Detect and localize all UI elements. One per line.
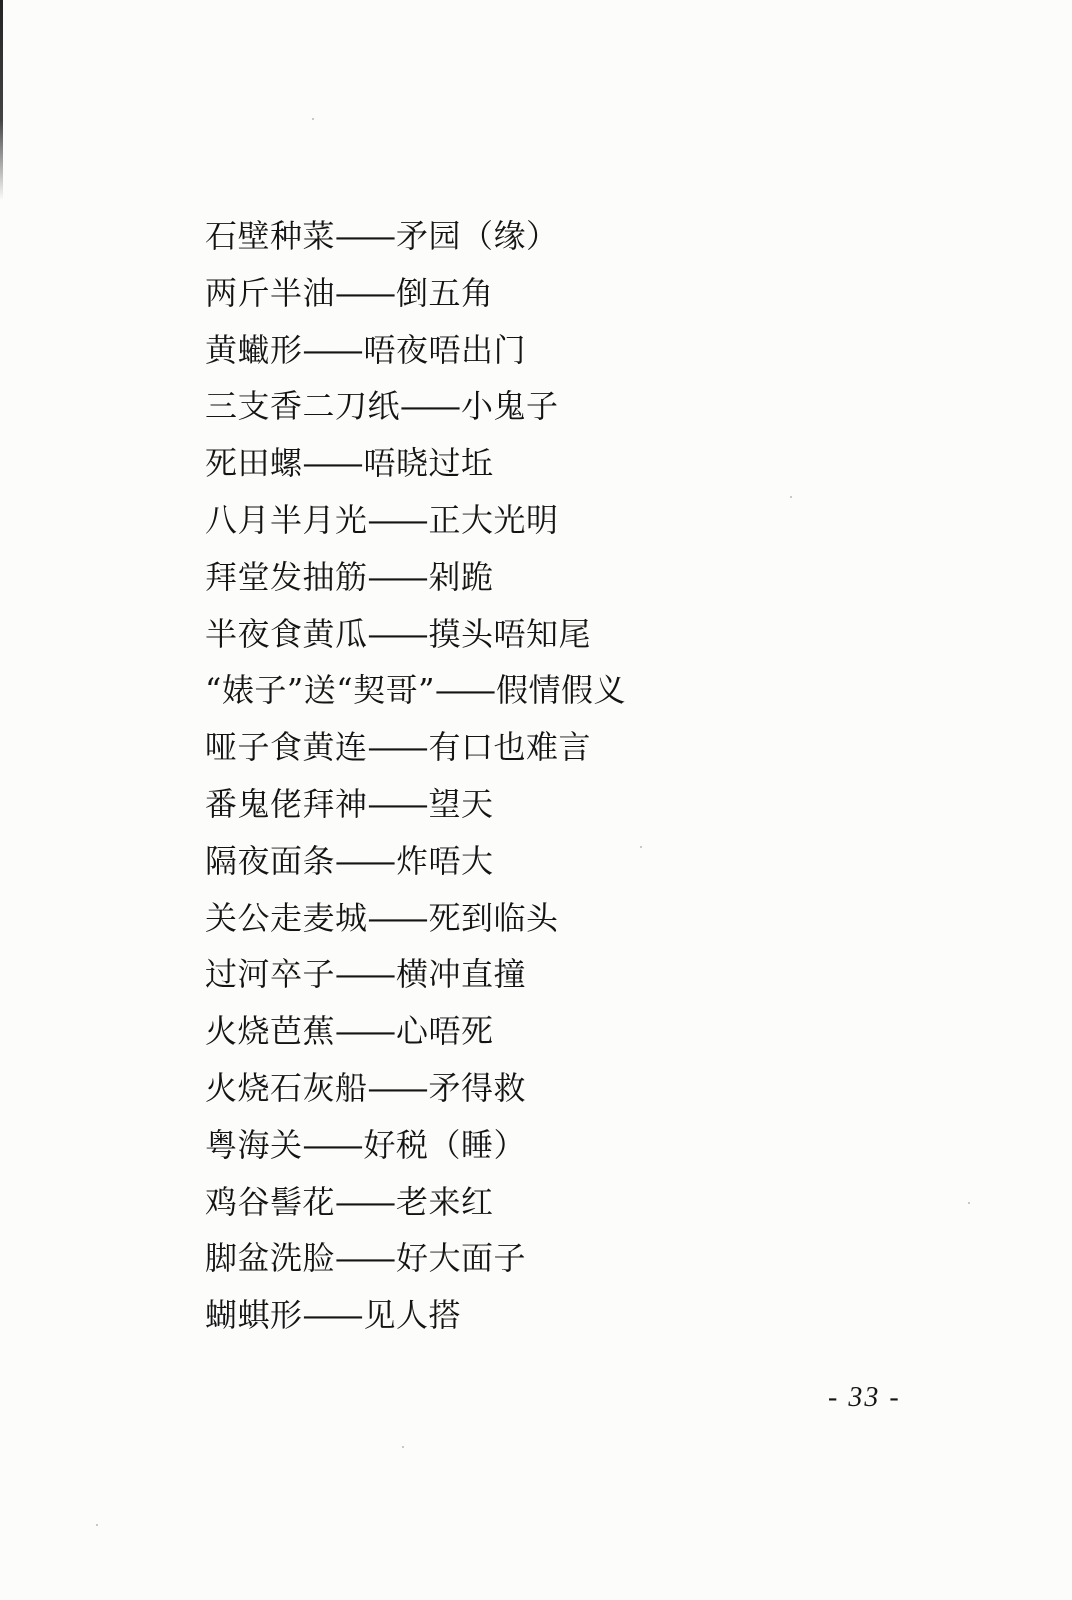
entry-row — [205, 662, 905, 719]
entry-phrase: 黄蠘形 — [205, 330, 303, 369]
entry-row — [205, 1003, 905, 1060]
entry-row — [205, 378, 905, 435]
entry-row — [205, 265, 905, 322]
entry-row — [205, 435, 905, 492]
entry-dash: —— — [335, 1239, 394, 1278]
entry-dash: —— — [335, 955, 394, 994]
entry-dash: —— — [434, 671, 493, 710]
entry-dash: —— — [367, 1068, 426, 1107]
entry-meaning: 老来红 — [396, 1182, 494, 1221]
entry-dash: —— — [367, 784, 426, 823]
entry-phrase: 脚盆洗脸 — [205, 1239, 336, 1278]
entry-phrase: 粤海关 — [205, 1125, 303, 1164]
scan-speck — [790, 496, 792, 498]
entry-meaning: 横冲直撞 — [396, 955, 527, 994]
entry-row — [205, 946, 905, 1003]
entry-meaning: 死到临头 — [428, 898, 559, 937]
entry-meaning: 小鬼子 — [461, 387, 559, 426]
entry-meaning: 炸唔大 — [396, 841, 494, 880]
entry-phrase: 过河卒子 — [205, 955, 336, 994]
binding-edge — [0, 0, 3, 200]
entry-phrase: 半夜食黄瓜 — [205, 614, 368, 653]
entry-row — [205, 719, 905, 776]
entry-dash: —— — [367, 728, 426, 767]
entry-phrase: 两斤半油 — [205, 273, 336, 312]
entry-meaning: 有口也难言 — [428, 728, 592, 767]
entry-row — [205, 1117, 905, 1174]
entry-meaning: 唔夜唔出门 — [363, 330, 527, 369]
entry-row — [205, 492, 905, 549]
entry-phrase: 八月半月光 — [205, 500, 368, 539]
entry-phrase: 关公走麦城 — [205, 898, 368, 937]
scan-speck — [312, 118, 314, 120]
entry-phrase: 隔夜面条 — [205, 841, 336, 880]
entry-row — [205, 1060, 905, 1117]
scan-speck — [640, 846, 642, 848]
scan-speck — [96, 1524, 98, 1526]
entry-meaning: 望天 — [428, 784, 494, 823]
entry-dash: —— — [335, 1182, 394, 1221]
entry-phrase: 鸡谷髻花 — [205, 1182, 336, 1221]
entry-meaning: 好大面子 — [396, 1239, 527, 1278]
entry-dash: —— — [302, 330, 361, 369]
scan-speck — [968, 1202, 970, 1204]
entry-dash: —— — [367, 614, 426, 653]
entry-phrase: 火烧芭蕉 — [205, 1012, 336, 1051]
entry-dash: —— — [335, 273, 394, 312]
entry-phrase: 火烧石灰船 — [205, 1068, 368, 1107]
entry-phrase: 哑子食黄连 — [205, 728, 368, 767]
entry-row — [205, 890, 905, 947]
entry-row — [205, 776, 905, 833]
entry-list — [205, 208, 905, 1344]
entry-phrase: 蝴蜞形 — [205, 1296, 303, 1335]
page-number: - 33 - — [828, 1382, 901, 1413]
entry-phrase: 石壁种菜 — [205, 217, 336, 255]
entry-phrase: 拜堂发抽筋 — [205, 557, 368, 596]
entry-row — [205, 549, 905, 606]
entry-meaning: 假情假义 — [495, 671, 626, 710]
entry-meaning: 唔晓过坵 — [363, 444, 494, 483]
entry-phrase: 死田螺 — [205, 444, 303, 483]
entry-dash: —— — [335, 217, 394, 255]
entry-meaning: 正大光明 — [428, 500, 559, 539]
entry-dash: —— — [302, 444, 361, 483]
entry-dash: —— — [400, 387, 459, 426]
entry-dash: —— — [335, 1012, 394, 1051]
entry-dash: —— — [302, 1125, 361, 1164]
entry-meaning: 好税（睡） — [363, 1125, 527, 1164]
entry-phrase: 三支香二刀纸 — [205, 387, 401, 426]
entry-dash: —— — [302, 1296, 361, 1335]
entry-row — [205, 322, 905, 379]
entry-row — [205, 1287, 905, 1344]
entry-meaning: 矛园（缘） — [396, 217, 559, 255]
entry-dash: —— — [367, 500, 426, 539]
entry-dash: —— — [367, 898, 426, 937]
entry-row — [205, 833, 905, 890]
entry-meaning: 摸头唔知尾 — [428, 614, 592, 653]
entry-row — [205, 208, 905, 265]
entry-meaning: 见人搭 — [363, 1296, 462, 1335]
entry-dash: —— — [367, 557, 426, 596]
entry-meaning: 剁跪 — [428, 557, 494, 596]
entry-row — [205, 1230, 905, 1287]
entry-meaning: 心唔死 — [396, 1012, 494, 1051]
entry-dash: —— — [335, 841, 394, 880]
entry-phrase: “婊子”送“契哥” — [205, 671, 435, 710]
entry-meaning: 矛得救 — [428, 1068, 527, 1107]
entry-meaning: 倒五角 — [396, 273, 494, 312]
scan-speck — [402, 1446, 404, 1448]
entry-phrase: 番鬼佬拜神 — [205, 784, 368, 823]
entry-row — [205, 1174, 905, 1231]
entry-row — [205, 606, 905, 663]
